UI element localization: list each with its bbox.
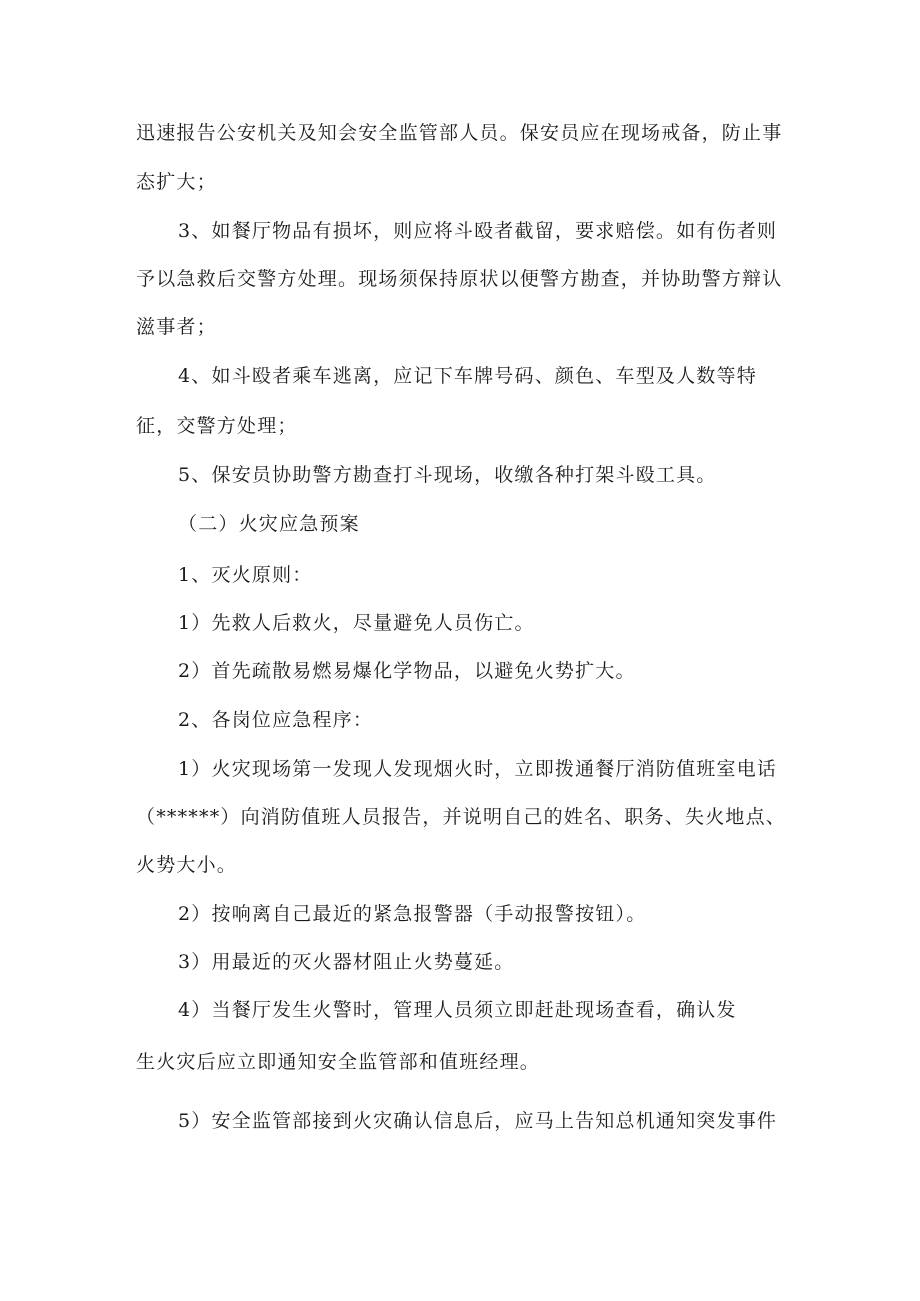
text-line: 2）首先疏散易燃易爆化学物品，以避免火势扩大。 [178,660,636,682]
text-line: 生火灾后应立即通知安全监管部和值班经理。 [136,1051,541,1073]
section-heading: （二）火灾应急预案 [178,513,360,535]
text-line: 予以急救后交警方处理。现场须保持原状以便警方勘查，并协助警方辩认 [136,268,783,290]
text-line: 1）先救人后救火，尽量避免人员伤亡。 [178,612,535,634]
text-line: 征，交警方处理； [136,415,298,437]
text-line: 3、如餐厅物品有损坏，则应将斗殴者截留，要求赔偿。如有伤者则 [178,220,778,242]
text-line: 迅速报告公安机关及知会安全监管部人员。保安员应在现场戒备，防止事 [136,122,783,144]
text-line: 1）火灾现场第一发现人发现烟火时，立即拨通餐厅消防值班室电话 [178,758,778,780]
text-line: 火势大小。 [136,854,238,876]
text-line: 滋事者； [136,316,217,338]
text-line: 2、各岗位应急程序： [178,709,374,731]
text-line: 5）安全监管部接到火灾确认信息后，应马上告知总机通知突发事件 [178,1110,778,1132]
text-line: 3）用最近的灭火器材阻止火势蔓延。 [178,951,515,973]
text-line: 5、保安员协助警方勘查打斗现场，收缴各种打架斗殴工具。 [178,464,717,486]
text-line: （******）向消防值班人员报告，并说明自己的姓名、职务、失火地点、 [136,806,787,828]
text-line: 4）当餐厅发生火警时，管理人员须立即赶赴现场查看，确认发 [178,999,737,1021]
text-line: 1、灭火原则： [178,564,313,586]
text-line: 4、如斗殴者乘车逃离，应记下车牌号码、颜色、车型及人数等特 [178,365,757,387]
text-line: 2）按响离自己最近的紧急报警器（手动报警按钮）。 [178,903,647,925]
text-line: 态扩大； [136,171,217,193]
